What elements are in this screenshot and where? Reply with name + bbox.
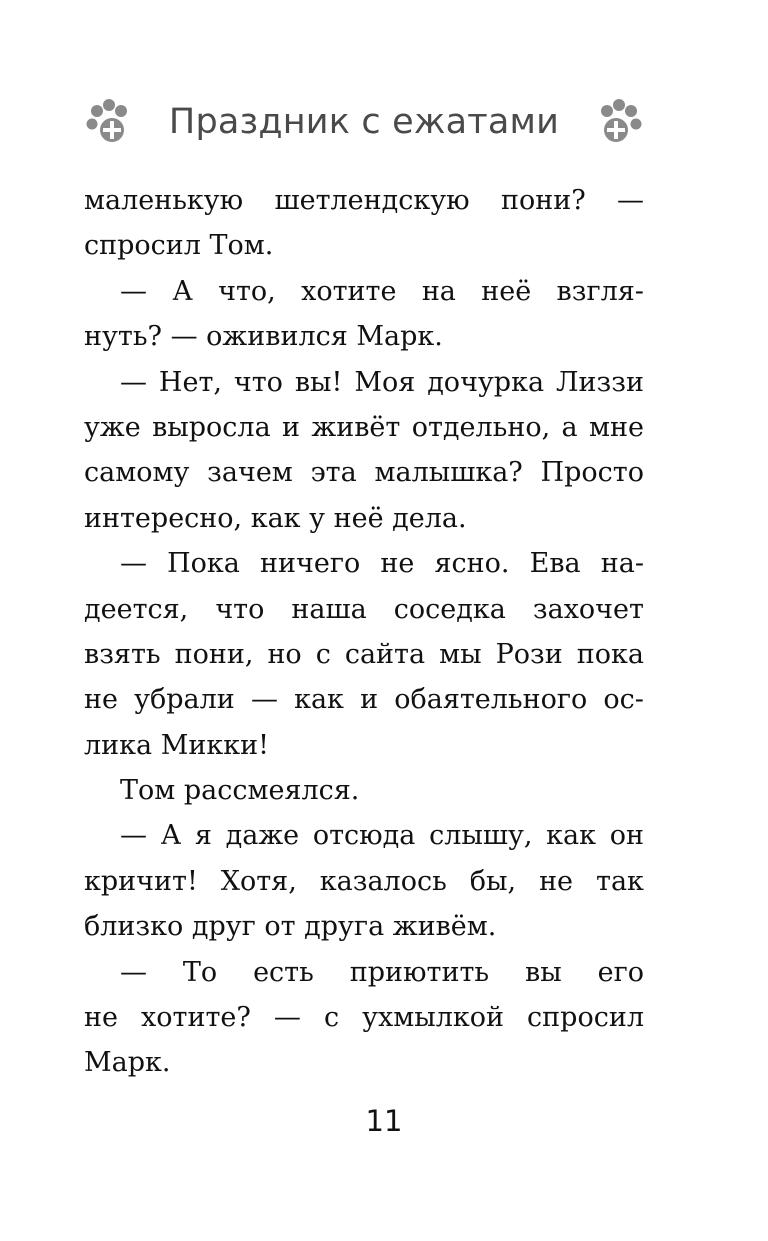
word: не	[84, 684, 118, 716]
word: Пока	[167, 548, 240, 580]
word: ос-	[603, 684, 644, 716]
text-line	[84, 995, 644, 1040]
word: как	[546, 820, 597, 852]
word: убрали	[134, 684, 235, 716]
word: дочурка	[427, 366, 545, 398]
word: слышу,	[429, 820, 533, 852]
text-line: спросил Том.	[84, 230, 274, 262]
word: с	[315, 638, 331, 670]
word: что,	[218, 275, 276, 307]
word: —	[616, 185, 644, 216]
word: а	[561, 411, 578, 443]
word: есть	[253, 956, 314, 988]
running-head	[84, 92, 644, 152]
word: приютить	[349, 956, 490, 988]
word: Просто	[540, 457, 644, 489]
word: захочет	[532, 593, 644, 625]
word: даже	[225, 820, 300, 852]
word: я	[194, 820, 212, 852]
word: кричит!	[84, 865, 198, 897]
text-line: Том рассмеялся.	[120, 775, 360, 807]
word: А	[160, 820, 182, 852]
page-number: 11	[365, 1104, 403, 1138]
word: То	[182, 956, 218, 988]
word: пока	[576, 638, 644, 670]
word: не	[380, 548, 415, 580]
text-line: близко друг от друга живём.	[84, 911, 497, 943]
word: Рози	[495, 638, 563, 670]
word: и	[282, 411, 301, 443]
word: А	[172, 275, 193, 307]
text-line	[84, 269, 644, 314]
word: не	[539, 865, 574, 897]
word: пони,	[174, 638, 254, 670]
text-line: нуть? — оживился Марк.	[84, 321, 443, 353]
word: но	[267, 638, 302, 670]
word: Нет,	[158, 366, 222, 398]
word: пони?	[500, 185, 586, 216]
word: малышка?	[374, 457, 523, 489]
text-line	[84, 405, 644, 450]
word: соседка	[393, 593, 506, 625]
word: Хотя,	[220, 865, 297, 897]
word: не	[84, 1002, 118, 1034]
word: отсюда	[312, 820, 416, 852]
word: ничего	[260, 548, 361, 580]
text-line	[84, 450, 644, 495]
word: выросла	[152, 411, 271, 443]
text-line	[84, 677, 644, 722]
word: —	[120, 548, 147, 580]
word: Лиззи	[555, 366, 644, 398]
word: как	[294, 684, 344, 716]
word: Моя	[354, 366, 416, 398]
text-line	[84, 541, 644, 586]
word: отдельно,	[411, 411, 551, 443]
word: спросил	[527, 1002, 644, 1034]
text-line	[84, 178, 644, 223]
word: так	[596, 865, 644, 897]
word: мне	[589, 411, 644, 443]
word: что	[215, 593, 265, 625]
text-line	[84, 813, 644, 858]
paw-plus-icon	[594, 97, 644, 147]
word: бы,	[469, 865, 517, 897]
running-head-title: Праздник с ежатами	[168, 102, 560, 142]
word: обаятельного	[394, 684, 588, 716]
word: уже	[84, 411, 141, 443]
word: вы	[525, 956, 562, 988]
word: неё	[481, 275, 532, 307]
text-line	[84, 632, 644, 677]
text-line	[84, 587, 644, 632]
text-line: лика Микки!	[84, 729, 269, 761]
word: —	[120, 956, 147, 988]
word: самому	[84, 457, 190, 489]
word: живёт	[311, 411, 401, 443]
text-line	[84, 360, 644, 405]
word: его	[597, 956, 644, 988]
word: на-	[600, 548, 644, 580]
text-line	[84, 950, 644, 995]
word: —	[120, 820, 147, 852]
word: казалось	[319, 865, 447, 897]
word: взгля-	[556, 275, 644, 307]
word: мы	[439, 638, 482, 670]
word: с	[323, 1002, 340, 1034]
word: эта	[310, 457, 357, 489]
word: —	[250, 684, 278, 716]
text-line: интересно, как у неё дела.	[84, 502, 467, 534]
word: —	[120, 366, 147, 398]
word: взять	[84, 638, 161, 670]
word: сайта	[344, 638, 426, 670]
paw-plus-icon	[84, 97, 134, 147]
word: —	[273, 1002, 301, 1034]
text-line: Марк.	[84, 1047, 171, 1079]
word: что	[233, 366, 283, 398]
word: ухмылкой	[362, 1002, 504, 1034]
word: хотите?	[141, 1002, 251, 1034]
word: —	[120, 275, 147, 307]
word: хотите	[301, 275, 397, 307]
word: ясно.	[434, 548, 510, 580]
word: шетлендскую	[274, 185, 470, 216]
word: наша	[291, 593, 367, 625]
word: на	[421, 275, 456, 307]
word: и	[360, 684, 379, 716]
body-text	[84, 178, 644, 1086]
word: Ева	[529, 548, 581, 580]
word: вы!	[294, 366, 343, 398]
word: зачем	[207, 457, 293, 489]
word: он	[609, 820, 644, 852]
word: маленькую	[84, 185, 244, 216]
text-line	[84, 859, 644, 904]
word: деется,	[84, 593, 189, 625]
